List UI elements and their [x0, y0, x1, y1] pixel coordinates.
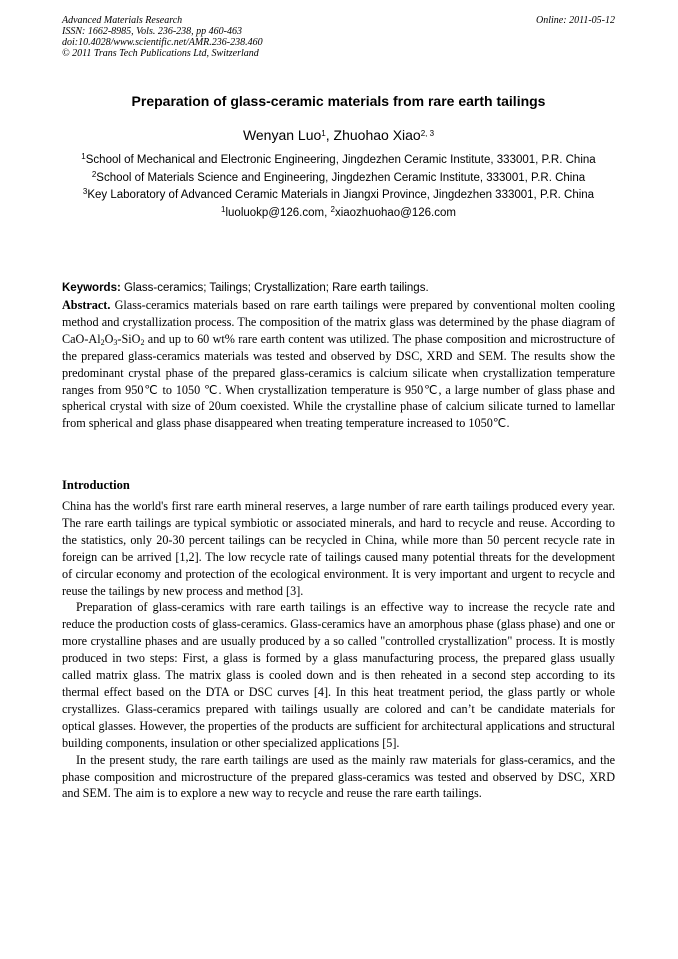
author-affiliation-mark: 2, 3: [420, 129, 435, 138]
affiliation-mark: 2: [91, 169, 97, 179]
email-line: [62, 205, 615, 223]
abstract-text: -SiO: [117, 331, 141, 346]
affiliations: [62, 152, 615, 222]
abstract-text: Glass-ceramics materials based on rare earth tailings were prepared by conventional molten cooling method and crystallization process. The composition of the matrix glass was determined by the phase diagram of CaO-Al: [62, 298, 615, 346]
keywords: [62, 280, 615, 296]
affiliation: [62, 152, 615, 170]
email-separator: ,: [324, 206, 331, 219]
abstract: [62, 297, 615, 432]
journal-name: Advanced Materials Research: [62, 15, 183, 26]
paragraph: Preparation of glass-ceramics with rare earth tailings is an effective way to increase the recycle rate and reduce the production costs of glass-ceramics. Glass-ceramics have an amorphous phase (glass phase) and one or more crystalline phases and are usually produced by a so called "controlled crystallization" process. It is mostly produced in two steps: First, a glass is formed by a glass manufacturing process, the prepared glass usually called matrix glass. The matrix glass is cooled down and is then reheated in a second step according to its thermal effect based on the DTA or DSC curves [4]. In this heat treatment period, the glass partly or whole crystallizes. Glass-ceramics prepared with tailings usually are colored and can’t be candidate materials for optical glasses. However, the properties of the products are sufficient for architectural applications and structural building components, insulation or other specialized applications [5].: [62, 600, 615, 750]
affiliation: [62, 170, 615, 188]
affiliation-text: School of Materials Science and Engineering, Jingdezhen Ceramic Institute, 333001, P.R. China: [96, 171, 586, 184]
abstract-label: Abstract.: [62, 298, 111, 312]
email-address[interactable]: xiaozhuohao@126.com: [334, 206, 456, 219]
affiliation-text: School of Mechanical and Electronic Engineering, Jingdezhen Ceramic Institute, 333001, P.R. China: [85, 154, 596, 166]
author-separator: ,: [325, 127, 334, 143]
subscript: 2: [140, 337, 145, 347]
copyright-line: © 2011 Trans Tech Publications Ltd, Switzerland: [62, 48, 259, 59]
doi-line: doi:10.4028/www.scientific.net/AMR.236-238.460: [62, 37, 263, 48]
journal-header: [62, 15, 615, 59]
keywords-text: Glass-ceramics; Tailings; Crystallization; Rare earth tailings.: [120, 282, 429, 294]
keywords-label: Keywords:: [62, 282, 121, 294]
affiliation-mark: 1: [81, 152, 86, 161]
author-name: Wenyan Luo: [242, 127, 322, 143]
online-date: Online: 2011-05-12: [536, 15, 615, 26]
paragraph: In the present study, the rare earth tailings are used as the mainly raw materials for glass-ceramics, and the phase composition and microstructure of the prepared glass-ceramics was tested and observed by DSC, XRD and SEM. The aim is to explore a new way to recycle and reuse the rare earth tailings.: [62, 752, 615, 801]
author-affiliation-mark: 1: [321, 129, 326, 138]
section-heading: Introduction: [62, 478, 130, 492]
affiliation-mark: 3: [82, 187, 88, 197]
affiliation-text: Key Laboratory of Advanced Ceramic Materials in Jiangxi Province, Jingdezhen 333001, P.R. China: [87, 189, 595, 202]
email-mark: 2: [330, 204, 335, 214]
introduction-body: [62, 498, 615, 802]
paragraph: China has the world's first rare earth mineral reserves, a large number of rare earth tailings produced every year. The rare earth tailings are typical symbiotic or associated minerals, and hard to recycle and reuse. According to the statistics, only 20-30 percent tailings can be recycled in China, while more than 50 percent recycle rate in foreign can be arrived [1,2]. The low recycle rate of tailings caused many potential threats for the development of circular economy and protection of the ecological environment. It is very important and urgent to recycle and reuse the tailings by new process and method [3].: [62, 499, 615, 598]
affiliation: [62, 187, 615, 205]
abstract-text: O: [104, 331, 114, 346]
author-line: [62, 126, 615, 144]
subscript: 2: [100, 337, 105, 347]
author-name: Zhuohao Xiao: [333, 127, 421, 143]
email-address[interactable]: luoluokp@126.com: [225, 206, 325, 219]
paper-title: Preparation of glass-ceramic materials from rare earth tailings: [131, 93, 546, 109]
subscript: 3: [113, 337, 118, 347]
abstract-text: and up to 60 wt% rare earth content was utilized. The phase composition and microstructure of the prepared glass-ceramics materials was tested and observed by DSC, XRD and SEM. The results show the predominant crystal phase of the prepared glass-ceramics is calcium silicate when crystallization temperature ranges from 950℃ to 1050 ℃. When crystallization temperature is 950℃, a large number of glass phase and spherical crystal with size of 20um coexisted. While the crystalline phase of calcium silicate turned to lamellar from spherical and glass phase disappeared when treating temperature increased to 1050℃.: [62, 331, 615, 431]
issn-line: ISSN: 1662-8985, Vols. 236-238, pp 460-463: [62, 26, 242, 37]
email-mark: 1: [221, 204, 226, 214]
